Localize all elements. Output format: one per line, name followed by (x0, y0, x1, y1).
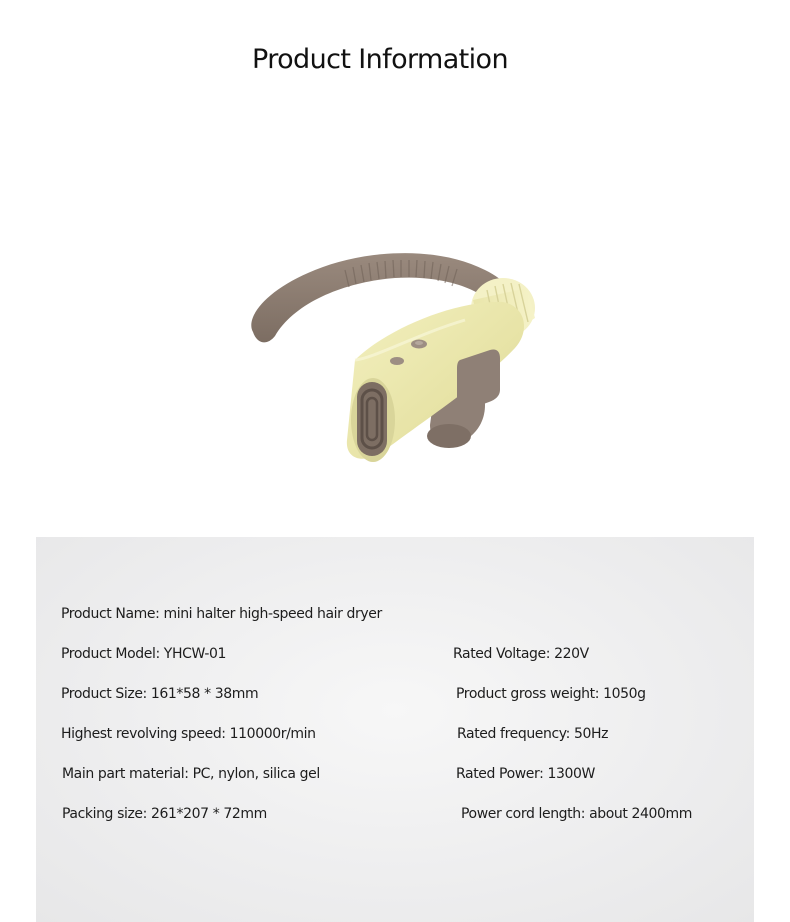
air-outlet-vent (351, 378, 395, 462)
spec-panel (36, 537, 754, 922)
spec-rated-frequency: Rated frequency: 50Hz (457, 726, 609, 742)
spec-power-cord: Power cord length: about 2400mm (461, 806, 693, 822)
neck-hair-dryer-illustration (235, 240, 545, 480)
spec-product-model: Product Model: YHCW-01 (61, 646, 227, 662)
spec-material: Main part material: PC, nylon, silica gel (62, 766, 320, 782)
spec-rated-voltage: Rated Voltage: 220V (453, 646, 589, 662)
page-title: Product Information (252, 44, 508, 75)
spec-packing-size: Packing size: 261*207 * 72mm (62, 806, 267, 822)
spec-revolving-speed: Highest revolving speed: 110000r/min (61, 726, 316, 742)
spec-gross-weight: Product gross weight: 1050g (456, 686, 646, 702)
spec-rated-power: Rated Power: 1300W (456, 766, 595, 782)
spec-product-name: Product Name: mini halter high-speed hair dryer (61, 606, 382, 622)
spec-product-size: Product Size: 161*58 * 38mm (61, 686, 259, 702)
